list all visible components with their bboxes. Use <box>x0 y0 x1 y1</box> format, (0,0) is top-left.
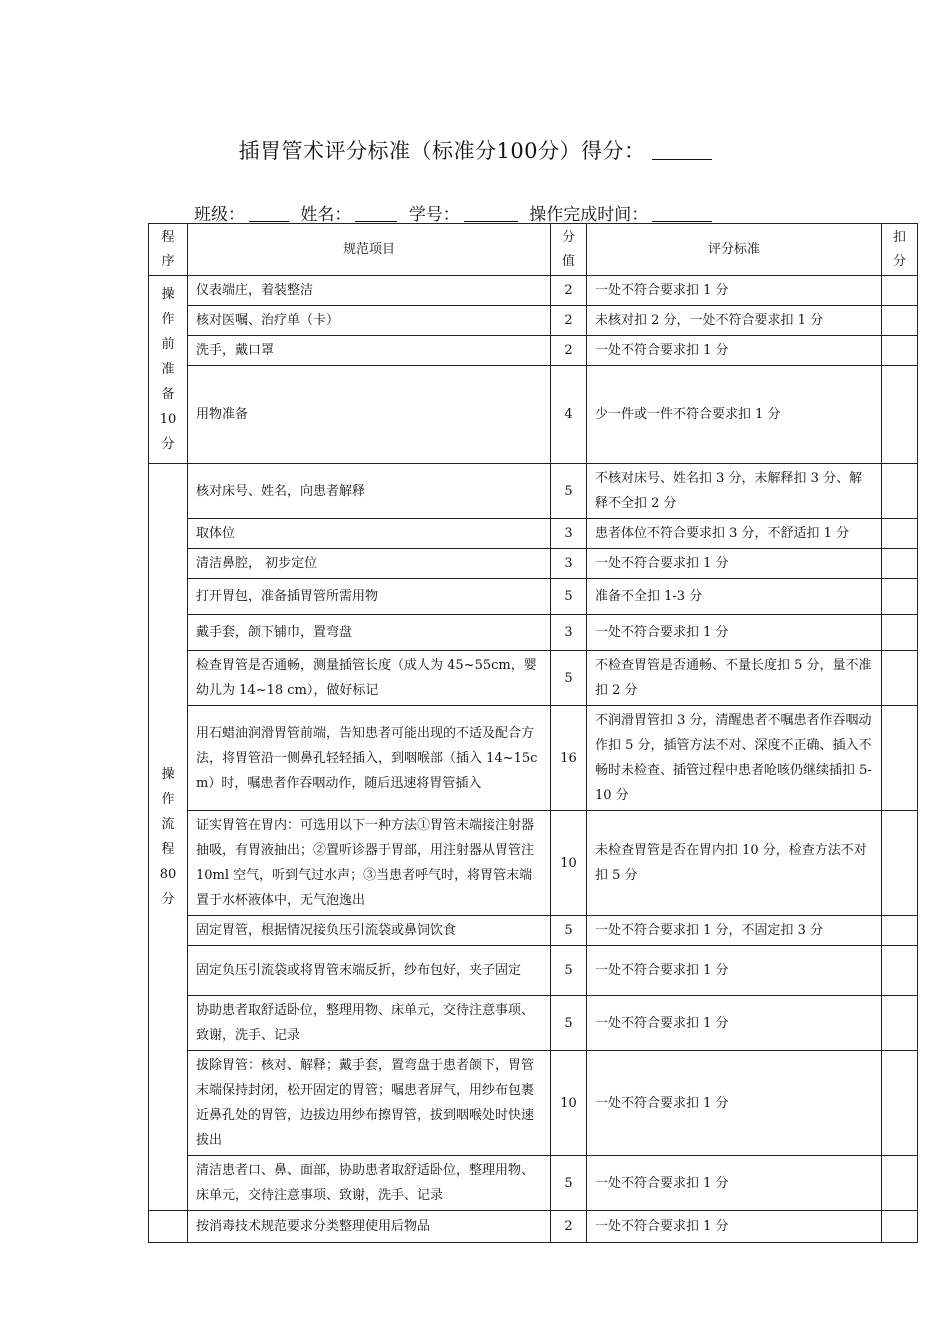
table-row <box>149 519 918 549</box>
header-program: 程 序 <box>149 224 188 276</box>
row-criteria: 一处不符合要求扣 1 分 <box>587 1051 882 1156</box>
table-row <box>149 464 918 519</box>
row-score: 5 <box>551 651 587 706</box>
scoring-table <box>148 223 918 1243</box>
table-row <box>149 1051 918 1156</box>
row-deduct[interactable] <box>882 615 918 651</box>
row-score: 2 <box>551 276 587 306</box>
row-score: 5 <box>551 579 587 615</box>
row-score: 3 <box>551 549 587 579</box>
row-score: 10 <box>551 1051 587 1156</box>
row-score: 10 <box>551 811 587 916</box>
row-item: 核对医嘱、治疗单（卡） <box>188 306 551 336</box>
row-score: 5 <box>551 946 587 996</box>
row-deduct[interactable] <box>882 1211 918 1243</box>
header-score: 分 值 <box>551 224 587 276</box>
row-deduct[interactable] <box>882 276 918 306</box>
page-title <box>0 135 950 165</box>
row-deduct[interactable] <box>882 336 918 366</box>
row-criteria: 一处不符合要求扣 1 分 <box>587 615 882 651</box>
row-criteria: 一处不符合要求扣 1 分 <box>587 276 882 306</box>
table-row <box>149 276 918 306</box>
class-blank[interactable] <box>249 221 289 222</box>
row-deduct[interactable] <box>882 579 918 615</box>
class-label: 班级： <box>194 205 245 225</box>
row-deduct[interactable] <box>882 366 918 464</box>
row-item: 洗手，戴口罩 <box>188 336 551 366</box>
row-criteria: 不核对床号、姓名扣 3 分，未解释扣 3 分、解释不全扣 2 分 <box>587 464 882 519</box>
table-row <box>149 811 918 916</box>
time-label: 操作完成时间： <box>529 205 649 225</box>
row-score: 3 <box>551 615 587 651</box>
table-row <box>149 366 918 464</box>
table-row <box>149 916 918 946</box>
section-proc: 操 作 流 程 80 分 <box>149 464 188 1211</box>
row-criteria: 不检查胃管是否通畅、不量长度扣 5 分，量不准扣 2 分 <box>587 651 882 706</box>
table-row <box>149 651 918 706</box>
row-criteria: 少一件或一件不符合要求扣 1 分 <box>587 366 882 464</box>
total-score-blank[interactable] <box>652 159 712 160</box>
row-score: 2 <box>551 306 587 336</box>
row-item: 用石蜡油润滑胃管前端，告知患者可能出现的不适及配合方法，将胃管沿一侧鼻孔轻轻插入，到咽喉部（插入 14~15cm）时，嘱患者作吞咽动作，随后迅速将胃管插入 <box>188 706 551 811</box>
table-row <box>149 615 918 651</box>
row-item: 清洁鼻腔， 初步定位 <box>188 549 551 579</box>
row-criteria: 未核对扣 2 分，一处不符合要求扣 1 分 <box>587 306 882 336</box>
header-criteria: 评分标准 <box>587 224 882 276</box>
row-deduct[interactable] <box>882 306 918 336</box>
row-criteria: 患者体位不符合要求扣 3 分，不舒适扣 1 分 <box>587 519 882 549</box>
row-score: 5 <box>551 1156 587 1211</box>
row-score: 2 <box>551 1211 587 1243</box>
row-item: 固定负压引流袋或将胃管末端反折，纱布包好，夹子固定 <box>188 946 551 996</box>
row-deduct[interactable] <box>882 651 918 706</box>
row-item: 协助患者取舒适卧位，整理用物、床单元，交待注意事项、致谢，洗手、记录 <box>188 996 551 1051</box>
table-row <box>149 946 918 996</box>
header-item: 规范项目 <box>188 224 551 276</box>
row-item: 取体位 <box>188 519 551 549</box>
time-blank[interactable] <box>652 221 712 222</box>
section-post <box>149 1211 188 1243</box>
row-deduct[interactable] <box>882 1051 918 1156</box>
table-row <box>149 996 918 1051</box>
row-item: 仪表端庄，着装整洁 <box>188 276 551 306</box>
row-item: 固定胃管，根据情况接负压引流袋或鼻饲饮食 <box>188 916 551 946</box>
table-header-row <box>149 224 918 276</box>
row-item: 按消毒技术规范要求分类整理使用后物品 <box>188 1211 551 1243</box>
table-row <box>149 549 918 579</box>
row-score: 2 <box>551 336 587 366</box>
row-score: 16 <box>551 706 587 811</box>
row-item: 核对床号、姓名，向患者解释 <box>188 464 551 519</box>
header-deduct: 扣 分 <box>882 224 918 276</box>
row-score: 5 <box>551 916 587 946</box>
section-prep: 操 作 前 准 备 10 分 <box>149 276 188 464</box>
table-row <box>149 706 918 811</box>
row-deduct[interactable] <box>882 706 918 811</box>
row-criteria: 未检查胃管是否在胃内扣 10 分，检查方法不对扣 5 分 <box>587 811 882 916</box>
table-row <box>149 1211 918 1243</box>
row-item: 检查胃管是否通畅，测量插管长度（成人为 45~55cm，婴幼儿为 14~18 cm），做好标记 <box>188 651 551 706</box>
row-criteria: 一处不符合要求扣 1 分 <box>587 336 882 366</box>
row-deduct[interactable] <box>882 811 918 916</box>
id-label: 学号： <box>408 205 460 225</box>
row-deduct[interactable] <box>882 464 918 519</box>
row-deduct[interactable] <box>882 996 918 1051</box>
row-item: 清洁患者口、鼻、面部，协助患者取舒适卧位，整理用物、床单元，交待注意事项、致谢，洗手、记录 <box>188 1156 551 1211</box>
row-item: 证实胃管在胃内：可选用以下一种方法①胃管末端接注射器抽吸，有胃液抽出；②置听诊器于胃部，用注射器从胃管注 10ml 空气，听到气过水声；③当患者呼气时，将胃管末端置于水杯液体中，无气泡逸出 <box>188 811 551 916</box>
table-row <box>149 306 918 336</box>
row-score: 5 <box>551 996 587 1051</box>
student-info-line <box>194 200 718 225</box>
row-deduct[interactable] <box>882 946 918 996</box>
row-criteria: 一处不符合要求扣 1 分 <box>587 996 882 1051</box>
id-blank[interactable] <box>464 221 518 222</box>
row-item: 戴手套，颌下铺巾，置弯盘 <box>188 615 551 651</box>
row-criteria: 一处不符合要求扣 1 分 <box>587 1211 882 1243</box>
table-row <box>149 336 918 366</box>
title-text: 插胃管术评分标准（标准分100分）得分： <box>238 139 646 163</box>
row-criteria: 准备不全扣 1-3 分 <box>587 579 882 615</box>
row-criteria: 一处不符合要求扣 1 分 <box>587 1156 882 1211</box>
row-criteria: 一处不符合要求扣 1 分，不固定扣 3 分 <box>587 916 882 946</box>
row-score: 5 <box>551 464 587 519</box>
row-score: 4 <box>551 366 587 464</box>
name-blank[interactable] <box>355 221 397 222</box>
row-criteria: 一处不符合要求扣 1 分 <box>587 549 882 579</box>
row-deduct[interactable] <box>882 549 918 579</box>
row-deduct[interactable] <box>882 916 918 946</box>
table-row <box>149 579 918 615</box>
row-item: 用物准备 <box>188 366 551 464</box>
row-score: 3 <box>551 519 587 549</box>
name-label: 姓名： <box>300 205 352 225</box>
row-deduct[interactable] <box>882 1156 918 1211</box>
row-item: 拔除胃管：核对、解释；戴手套，置弯盘于患者颌下，胃管末端保持封闭，松开固定的胃管；嘱患者屏气，用纱布包裹近鼻孔处的胃管，边拔边用纱布擦胃管，拔到咽喉处时快速拔出 <box>188 1051 551 1156</box>
row-criteria: 一处不符合要求扣 1 分 <box>587 946 882 996</box>
row-criteria: 不润滑胃管扣 3 分，清醒患者不嘱患者作吞咽动作扣 5 分，插管方法不对、深度不正确、插入不畅时未检查、插管过程中患者呛咳仍继续插扣 5-10 分 <box>587 706 882 811</box>
row-deduct[interactable] <box>882 519 918 549</box>
table-row <box>149 1156 918 1211</box>
row-item: 打开胃包，准备插胃管所需用物 <box>188 579 551 615</box>
